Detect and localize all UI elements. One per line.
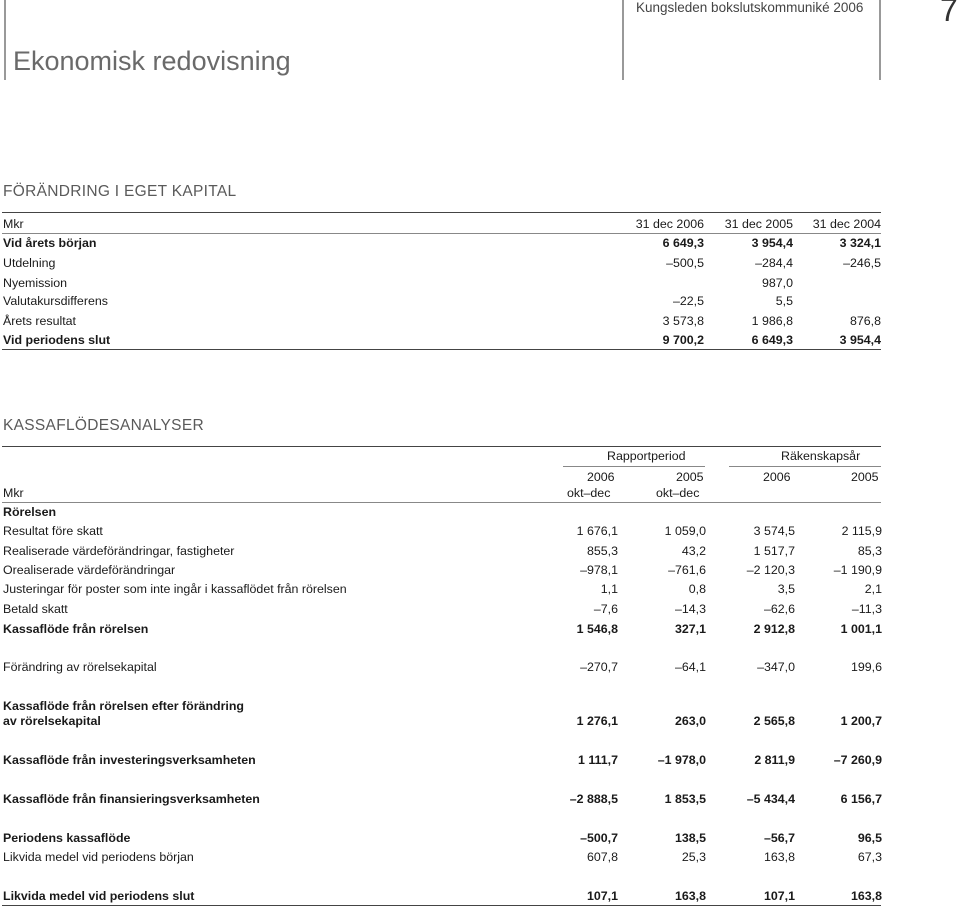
row-value: 1 676,1 [576, 524, 618, 538]
row-value: 987,0 [761, 276, 793, 290]
row-value: 3 954,4 [839, 333, 881, 347]
row-value: 1 276,1 [576, 714, 618, 728]
table-row [0, 522, 960, 540]
row-value: –64,1 [674, 660, 706, 674]
row-value: 67,3 [857, 850, 882, 864]
row-value: 3,5 [777, 582, 795, 596]
row-value: –1 190,9 [833, 563, 882, 577]
table-row [0, 790, 960, 808]
row-value: –11,3 [851, 602, 882, 616]
row-value: 1 059,0 [664, 524, 706, 538]
row-value: 6 649,3 [751, 333, 793, 347]
equity-header-row [0, 215, 960, 233]
row-label: Kassaflöde från rörelsen efter förändring [3, 699, 244, 713]
row-value: –56,7 [763, 831, 795, 845]
row-value: –1 978,0 [657, 753, 706, 767]
col-year: 2005 [676, 470, 704, 484]
table-row [0, 274, 960, 292]
row-label: Vid periodens slut [3, 333, 111, 347]
table-row [0, 580, 960, 598]
row-value: 1 853,5 [664, 792, 706, 806]
row-label: av rörelsekapital [3, 714, 101, 728]
equity-header-label: Mkr [3, 217, 24, 231]
row-value: –7,6 [593, 602, 618, 616]
table-row [0, 712, 960, 730]
row-value: –270,7 [580, 660, 618, 674]
row-value: 2,1 [864, 582, 882, 596]
row-value: –22,5 [672, 294, 704, 308]
equity-header-col: 31 dec 2006 [635, 217, 704, 231]
row-value: –500,5 [666, 256, 704, 270]
row-value: 25,3 [681, 850, 706, 864]
row-label: Resultat före skatt [3, 524, 103, 538]
row-label: Likvida medel vid periodens slut [3, 889, 195, 903]
row-value: 1 200,7 [840, 714, 882, 728]
table-row [0, 254, 960, 272]
row-label: Realiserade värdeförändringar, fastigheter [3, 544, 235, 558]
row-label: Kassaflöde från rörelsen [3, 622, 149, 636]
row-value: 85,3 [857, 544, 882, 558]
page-number: 7 [940, 0, 958, 28]
table-row [0, 234, 960, 252]
row-value: –7 260,9 [833, 753, 882, 767]
row-label: Kassaflöde från finansieringsverksamheten [3, 792, 260, 806]
table-row [0, 658, 960, 676]
table-row [0, 312, 960, 330]
row-value: 3 574,5 [753, 524, 795, 538]
table-row [0, 542, 960, 560]
row-value: 1 546,8 [576, 622, 618, 636]
group-header-fiscal: Räkenskapsår [781, 449, 861, 463]
row-value: 9 700,2 [662, 333, 704, 347]
row-value: 263,0 [674, 714, 706, 728]
table-row [0, 620, 960, 638]
table-row [0, 751, 960, 769]
page-title: Ekonomisk redovisning [13, 46, 291, 76]
col-period: okt–dec [656, 486, 700, 500]
row-value: 6 649,3 [662, 236, 704, 250]
row-label: Justeringar för poster som inte ingår i kassaflödet från rörelsen [3, 582, 347, 596]
row-value: 163,8 [674, 889, 706, 903]
table-row [0, 829, 960, 847]
row-value: 2 912,8 [753, 622, 795, 636]
col-period: okt–dec [567, 486, 611, 500]
col-year: 2005 [851, 470, 879, 484]
row-value: 0,8 [688, 582, 706, 596]
row-label: Utdelning [3, 256, 56, 270]
row-label: Valutakursdifferens [3, 294, 108, 308]
row-label: Betald skatt [3, 602, 68, 616]
row-value: –14,3 [674, 602, 706, 616]
row-value: 43,2 [681, 544, 706, 558]
row-value: 138,5 [674, 831, 706, 845]
table-row [0, 561, 960, 579]
row-label: Periodens kassaflöde [3, 831, 131, 845]
row-value: –246,5 [843, 256, 881, 270]
row-value: 3 573,8 [662, 314, 704, 328]
row-value: 1 111,7 [578, 753, 618, 767]
row-label: Årets resultat [3, 314, 76, 328]
equity-header-col: 31 dec 2005 [724, 217, 793, 231]
row-label: Kassaflöde från investeringsverksamheten [3, 753, 256, 767]
row-value: 107,1 [586, 889, 618, 903]
row-value: 96,5 [857, 831, 882, 845]
col-year: 2006 [587, 470, 615, 484]
row-label: Nyemission [3, 276, 68, 290]
row-value: 107,1 [763, 889, 795, 903]
section-label-row [0, 503, 960, 521]
row-label: Orealiserade värdeförändringar [3, 563, 176, 577]
section-label: Rörelsen [3, 505, 57, 519]
row-value: –761,6 [668, 563, 706, 577]
row-value: 607,8 [586, 850, 618, 864]
row-value: –2 120,3 [746, 563, 795, 577]
row-value: 163,8 [850, 889, 882, 903]
group-header-report: Rapportperiod [607, 449, 686, 463]
row-value: 1 001,1 [840, 622, 882, 636]
table-row [0, 887, 960, 905]
document-title: Kungsleden bokslutskommuniké 2006 [636, 0, 864, 15]
table-row [0, 600, 960, 618]
row-value: –5 434,4 [746, 792, 795, 806]
table-row [0, 292, 960, 310]
row-label: Vid årets början [3, 236, 97, 250]
row-value: –2 888,5 [569, 792, 618, 806]
row-value: –978,1 [580, 563, 618, 577]
row-value: –500,7 [580, 831, 618, 845]
row-value: 2 811,9 [754, 753, 795, 767]
row-value: –62,6 [763, 602, 795, 616]
row-label: Likvida medel vid periodens början [3, 850, 194, 864]
cashflow-mkr-label: Mkr [3, 486, 24, 500]
row-value: 199,6 [850, 660, 882, 674]
row-value: 2 115,9 [841, 524, 882, 538]
row-value: 3 954,4 [751, 236, 793, 250]
row-value: –284,4 [755, 256, 793, 270]
row-value: 1 986,8 [751, 314, 793, 328]
table-row [0, 331, 960, 349]
row-value: –347,0 [757, 660, 795, 674]
col-year: 2006 [763, 470, 791, 484]
row-value: 3 324,1 [839, 236, 881, 250]
row-value: 6 156,7 [840, 792, 882, 806]
row-value: 5,5 [775, 294, 793, 308]
table-row [0, 848, 960, 866]
row-value: 855,3 [586, 544, 618, 558]
equity-header-col: 31 dec 2004 [812, 217, 881, 231]
row-label: Förändring av rörelsekapital [3, 660, 157, 674]
equity-section-title: FÖRÄNDRING I EGET KAPITAL [3, 183, 237, 200]
row-value: 1 517,7 [753, 544, 795, 558]
row-value: 876,8 [849, 314, 881, 328]
row-value: 327,1 [674, 622, 706, 636]
row-value: 2 565,8 [753, 714, 795, 728]
cashflow-section-title: KASSAFLÖDESANALYSER [3, 417, 204, 434]
row-value: 163,8 [763, 850, 795, 864]
row-value: 1,1 [600, 582, 618, 596]
